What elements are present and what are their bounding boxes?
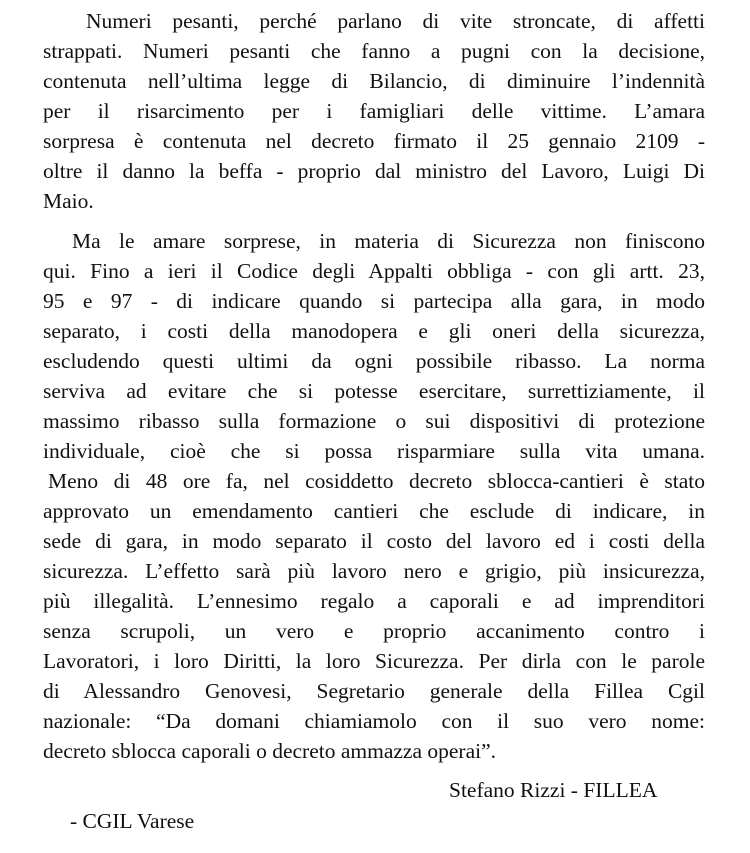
text-line: sicurezza. L’effetto sarà più lavoro nero e grigio, più insicurezza,: [43, 559, 705, 583]
signature-author: Stefano Rizzi - FILLEA: [449, 778, 658, 802]
text-line: sorpresa è contenuta nel decreto firmato il 25 gennaio 2109 -: [43, 129, 705, 153]
text-line: nazionale: “Da domani chiamiamolo con il suo vero nome:: [43, 709, 705, 733]
text-line: sede di gara, in modo separato il costo del lavoro ed i costi della: [43, 529, 705, 553]
text-line: Ma le amare sorprese, in materia di Sicurezza non finiscono: [72, 229, 705, 253]
text-line: escludendo questi ultimi da ogni possibile ribasso. La norma: [43, 349, 705, 373]
text-line: 95 e 97 - di indicare quando si partecipa alla gara, in modo: [43, 289, 705, 313]
signature-organization: - CGIL Varese: [70, 809, 195, 833]
text-line: di Alessandro Genovesi, Segretario generale della Fillea Cgil: [43, 679, 705, 703]
text-line: individuale, cioè che si possa risparmiare sulla vita umana.: [43, 439, 705, 463]
text-line: Meno di 48 ore fa, nel cosiddetto decreto sblocca-cantieri è stato: [48, 469, 705, 493]
text-line: approvato un emendamento cantieri che esclude di indicare, in: [43, 499, 705, 523]
text-line: strappati. Numeri pesanti che fanno a pugni con la decisione,: [43, 39, 705, 63]
text-line: oltre il danno la beffa - proprio dal ministro del Lavoro, Luigi Di: [43, 159, 705, 183]
text-line: Lavoratori, i loro Diritti, la loro Sicurezza. Per dirla con le parole: [43, 649, 705, 673]
text-line: per il risarcimento per i famigliari delle vittime. L’amara: [43, 99, 705, 123]
text-line: Numeri pesanti, perché parlano di vite stroncate, di affetti: [86, 9, 705, 33]
text-line: serviva ad evitare che si potesse esercitare, surrettiziamente, il: [43, 379, 705, 403]
text-line: Maio.: [43, 189, 94, 213]
text-line: contenuta nell’ultima legge di Bilancio, di diminuire l’indennità: [43, 69, 705, 93]
text-line: più illegalità. L’ennesimo regalo a caporali e ad imprenditori: [43, 589, 705, 613]
text-line: massimo ribasso sulla formazione o sui dispositivi di protezione: [43, 409, 705, 433]
text-line: qui. Fino a ieri il Codice degli Appalti obbliga - con gli artt. 23,: [43, 259, 705, 283]
text-line: decreto sblocca caporali o decreto ammazza operai”.: [43, 739, 497, 763]
text-line: separato, i costi della manodopera e gli oneri della sicurezza,: [43, 319, 705, 343]
text-line: senza scrupoli, un vero e proprio accanimento contro i: [43, 619, 705, 643]
